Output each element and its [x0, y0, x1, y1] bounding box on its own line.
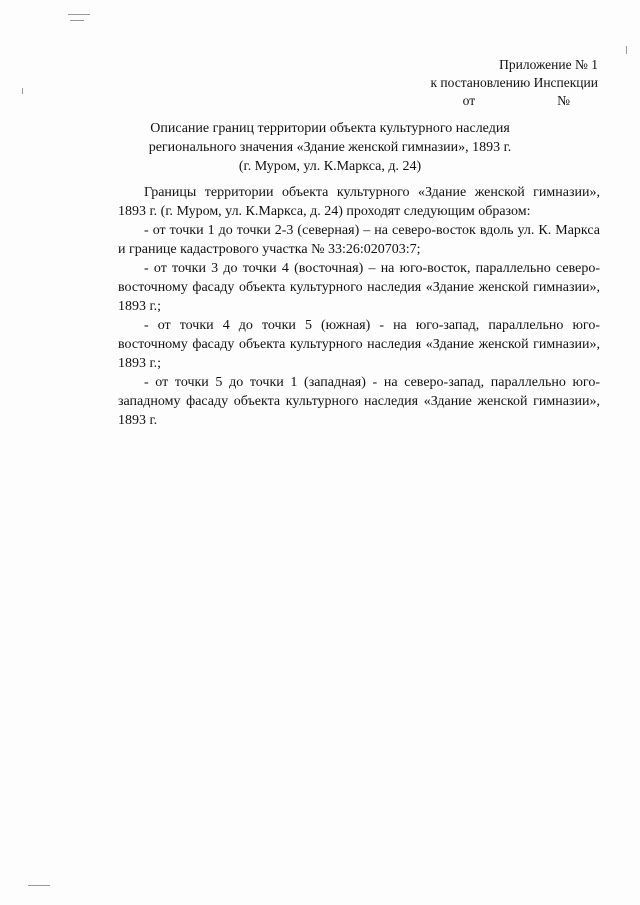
- scan-artifact-top: [68, 14, 90, 15]
- scan-artifact-left: [22, 88, 23, 94]
- segment-east: - от точки 3 до точки 4 (восточная) – на юго-восток, параллельно северо-восточному фасаду объекта культурного наследия «Здание женской гимназии», 1893 г.;: [118, 261, 600, 314]
- appendix-label: Приложение № 1: [499, 57, 598, 72]
- scan-artifact-right: [626, 46, 627, 54]
- date-number-line: [378, 92, 598, 110]
- scan-artifact-top-small: [70, 20, 84, 21]
- segment-north: - от точки 1 до точки 2-3 (северная) – на северо-восток вдоль ул. К. Маркса и границе кадастрового участка № 33:26:020703:7;: [118, 223, 600, 257]
- resolution-label: к постановлению Инспекции: [430, 75, 598, 90]
- title-line-1: Описание границ территории объекта культурного наследия: [150, 121, 510, 136]
- segment-south: - от точки 4 до точки 5 (южная) - на юго-запад, параллельно юго-восточному фасаду объекта культурного наследия «Здание женской гимназии», 1893 г.;: [118, 318, 600, 371]
- boundary-description: [118, 183, 600, 430]
- appendix-header: [378, 56, 598, 110]
- from-label: от: [462, 93, 476, 108]
- number-label: №: [557, 93, 570, 108]
- scan-artifact-bottom: [28, 885, 50, 886]
- title-line-3: (г. Муром, ул. К.Маркса, д. 24): [238, 159, 422, 174]
- segment-west: - от точки 5 до точки 1 (западная) - на северо-запад, параллельно юго-западному фасаду объекта культурного наследия «Здание женской гимназии», 1893 г.: [118, 375, 600, 428]
- document-title: [110, 119, 550, 176]
- title-line-2: регионального значения «Здание женской гимназии», 1893 г.: [148, 140, 512, 155]
- intro-paragraph: Границы территории объекта культурного «Здание женской гимназии», 1893 г. (г. Муром, ул. К.Маркса, д. 24) проходят следующим образом:: [118, 185, 600, 219]
